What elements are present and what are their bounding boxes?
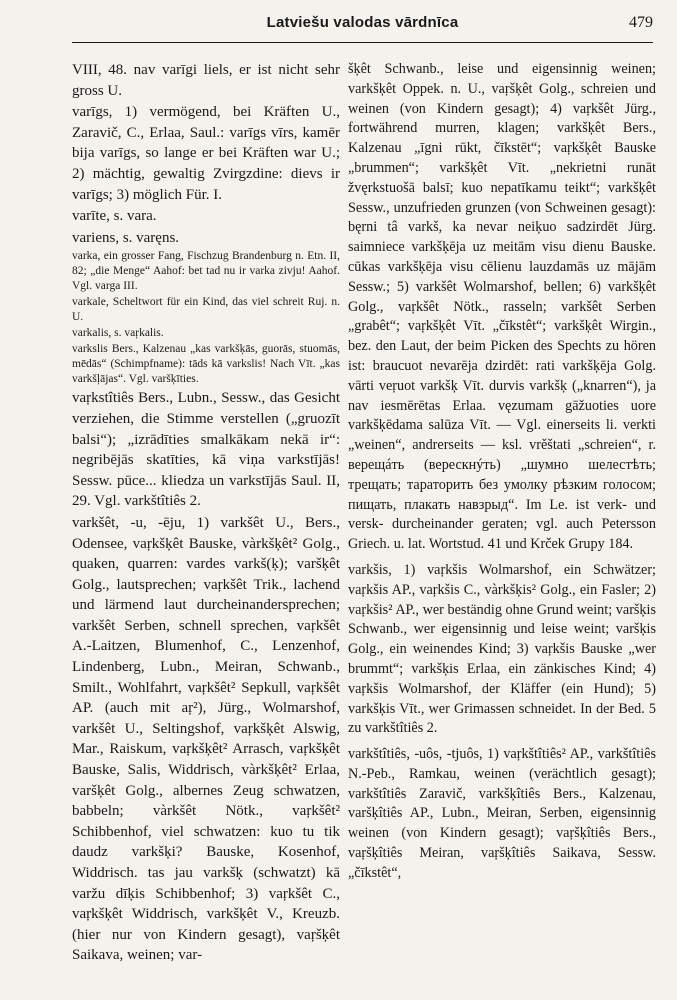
page-header <box>72 14 653 40</box>
entry-varkstities: vaŗkstîtiês Bers., Lubn., Sessw., das Gesicht verziehen, die Stimme verstellen („gruozīt balsi“); „izrādīties smalkākam nekā ir“: negribējās skatīties, kā viņa varkstījās! Sessw. pūce... kliedza un varkstījās Saul. II, 29. Vgl. varkštîtiês 2. <box>72 390 340 510</box>
entry-varkalis: varkalis, s. vaŗkalis. <box>72 327 164 340</box>
entry-varksis: varkšis, 1) vaŗkšis Wolmarshof, ein Schwätzer; vaŗkšis AP., vaŗkšis C., vàrkšķis² Golg., ein Fasler; 2) vaŗkšis² AP., wer beständig ohne Grund weint; varšķis Schwanb., wer eigensinnig und leise weint; varšķis Golg., ein weinendes Kind; 3) vaŗkšis Bauske „wer brummt“; varkšķis Erlaa, ein zänkisches Kind; 4) vaŗkšis Wolmarshof, der Kläffer (ein Hund); 5) varkšķis Vīt., wer Grimassen schneidet. In der Bed. 5 zu varkštîtiês 2. <box>348 561 656 737</box>
entry-varkstities-2: varkštîtiês, -uôs, -tjuôs, 1) vaŗkštîtiês² AP., varkštîtiês N.-Peb., Ramkau, weinen (verächtlich gesagt); varkštîtiês Zaravič, varkšķîtiês Bers., Kalzenau, varšķîtiês AP., Lubn., Meiran, Serben, eigensinnig weinen (von Kindern gesagt); vaŗšķîtiês Bers., vaŗšķîtiês Meiran, vaŗšķîtiês Saikava, Sessw. „čīkstêt“, <box>348 746 656 881</box>
entry-variens: variens, s. varęns. <box>72 229 180 246</box>
entry-varkslis: varkslis Bers., Kalzenau „kas varkšķās, guorās, stuomās, mēdās“ (Schimpfname): tāds kā varkslis! Nach Vīt. „kas varkšļājas“. Vgl. varšķīties. <box>72 343 340 386</box>
header-rule <box>72 42 653 43</box>
left-column <box>72 60 340 990</box>
entry-varksket-continued: šķêt Schwanb., leise und eigensinnig weinen; varkšķêt Oppek. n. U., vaŗšķêt Golg., schreien und weinen (von Kindern gesagt); 4) vaŗkšêt Jürg., fortwährend murren, klagen; varkšķêt Bers., Kalzenau „īgni rūkt, čīkstēt“; vaŗkšķêt Bauske „brummen“; varkšķêt Vīt. „nekrietni runāt žvęrkstuošā balsī; kuo nepatīkamu teikt“; varkšķêt Sessw., unzufrieden grunzen (von Schweinen gesagt): bęrni tâ varkš, ka nevar neiķuo sadzirdēt Jürg. saimniece varkšķēja uz meitām visu dienu Bauske. cūkas varkšķēja visu cēlienu lauzdamās uz mājām Sessw.; 5) varkšêt Wolmarshof, bellen; 6) varkšķêt Golg., vaŗkšêt Nötk., rasseln; varkšêt Serben „grabêt“; vaŗkšķêt Vīt. „čīkstêt“; varkšķêt Wirgin., bez. den Laut, der beim Picken des Spechts zu hören ist: braucuot nevarēja dzirdēt: rati varkšķēja Golg. vārti veŗuot varkšķ Vīt. durvis varkšķ („knarren“), ja nav iesmērētas Erlaa. vęzumam gāžuoties uore varkšķēdama salūza Vīt. — Vgl. einerseits li. verkti „weinen“, andrerseits — ksl. vrěštati „schreien“, r. верещáть (верескнýть) „шумно шелестѣть; трещать; тараторить без умолку рѣзким голосом; пищать, плакать навзрыд“. Im Le. ist verk- und versk- durcheinander geraten; vgl. auch Petersson Griech. u. lat. Wortstud. 41 und Krček Grupy 184. <box>348 61 656 553</box>
entry-varite: varīte, s. vara. <box>72 208 157 225</box>
entry-varkale: varkale, Scheltwort für ein Kind, das viel schreit Ruj. n. U. <box>72 296 340 324</box>
entry-varksket: varkšêt, -u, -ēju, 1) varkšêt U., Bers., Odensee, vaŗkšķêt Bauske, vàrkšķêt² Golg., quaken, quarren: vardes varkš(ķ); varšķêt Golg., lautsprechen; vaŗkšêt Trik., lachend und lärmend laut durcheinandersprechen; varkšêt Serben, schnell sprechen, vaŗkšêt A.-Laitzen, Blumenhof, C., Lenzenhof, Lindenberg, Lubn., Meiran, Schwanb., Smilt., Wohlfahrt, vaŗkšêt² Sepkull, vaŗkšêt AP. (auch mit aŗ²), Jürg., Wolmarshof, varkšêt U., Seltingshof, vaŗkšķêt Alswig, Mar., Raiskum, vaŗkšķêt² Arrasch, vaŗkšķêt Bauske, Salis, Widdrisch, vàrkšķêt² Erlaa, varšķêt Golg., albernes Zeug schwatzen, babbeln; vàrkšêt Nötk., vaŗkšêt² Schibbenhof, viel schwatzen: kuo tu tik daudz varkšķi? Bauske, Kosenhof, Widdrisch. tas jau varkšķ (schwatzt) kā varžu dīķis Schibbenhof; 3) vaŗkšêt C., vaŗkšķêt Widdrisch, varkšķêt V., Kreuzb. (hier nur von Kindern gesagt), vaŗšķêt Saikava, weinen; var- <box>72 514 340 964</box>
entry-varigs: varīgs, 1) vermögend, bei Kräften U., Zaravič, C., Erlaa, Saul.: varīgs vīrs, kamēr bija varīgs, so lange er bei Kräften war U.; 2) mächtig, gewaltig Zvirgzdine: dievs ir varīgs; 3) möglich Für. I. <box>72 104 340 203</box>
right-column <box>348 60 656 990</box>
running-title: Latviešu valodas vārdnīca <box>266 14 459 31</box>
entry-paragraph: VIII, 48. nav varīgi liels, er ist nicht sehr gross U. <box>72 62 340 99</box>
entry-varka: varka, ein grosser Fang, Fischzug Brandenburg n. Etn. II, 82; „die Menge“ Aahof: bet tad nu ir varka zivju! Aahof. Vgl. varga III. <box>72 250 340 293</box>
page-number: 479 <box>629 14 653 31</box>
